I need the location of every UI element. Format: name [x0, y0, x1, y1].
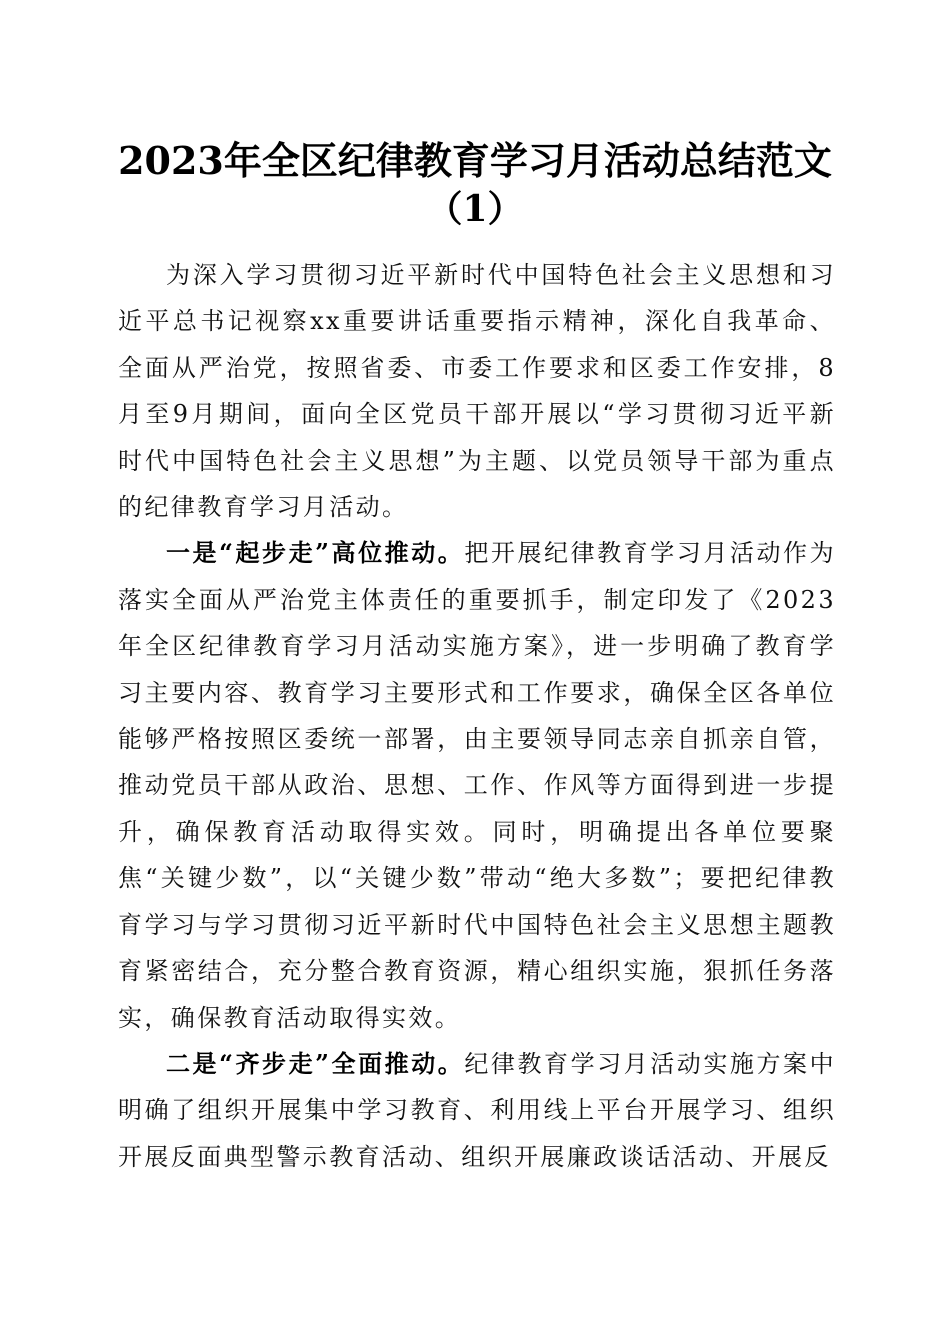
paragraph-second-point [118, 1041, 836, 1180]
paragraph-lead: 二是“齐步走”全面推动。 [166, 1048, 465, 1078]
paragraph-lead: 一是“起步走”高位推动。 [166, 538, 465, 568]
paragraph-text: 纪律教育学习月活动实施方案中明确了组织开展集中学习教育、利用线上平台开展学习、组织开展反面典型警示教育活动、组织开展廉政谈话活动、开展反 [118, 1049, 836, 1171]
document-title: 2023年全区纪律教育学习月活动总结范文 [118, 138, 832, 183]
paragraph-text: 为深入学习贯彻习近平新时代中国特色社会主义思想和习近平总书记视察xx重要讲话重要指示精神，深化自我革命、全面从严治党，按照省委、市委工作要求和区委工作安排，8月至9月期间，面向全区党员干部开展以“学习贯彻习近平新时代中国特色社会主义思想”为主题、以党员领导干部为重点的纪律教育学习月活动。 [118, 261, 836, 522]
document-title-number: （1） [426, 188, 524, 230]
paragraph-text: 把开展纪律教育学习月活动作为落实全面从严治党主体责任的重要抓手，制定印发了《2023年全区纪律教育学习月活动实施方案》，进一步明确了教育学习主要内容、教育学习主要形式和工作要求，确保全区各单位能够严格按照区委统一部署，由主要领导同志亲自抓亲自管，推动党员干部从政治、思想、工作、作风等方面得到进一步提升，确保教育活动取得实效。同时，明确提出各单位要聚焦“关键少数”，以“关键少数”带动“绝大多数”；要把纪律教育学习与学习贯彻习近平新时代中国特色社会主义思想主题教育紧密结合，充分整合教育资源，精心组织实施，狠抓任务落实，确保教育活动取得实效。 [118, 539, 836, 1032]
paragraph-first-point [118, 530, 836, 1040]
document-body [118, 252, 836, 1180]
paragraph-intro [118, 252, 836, 530]
